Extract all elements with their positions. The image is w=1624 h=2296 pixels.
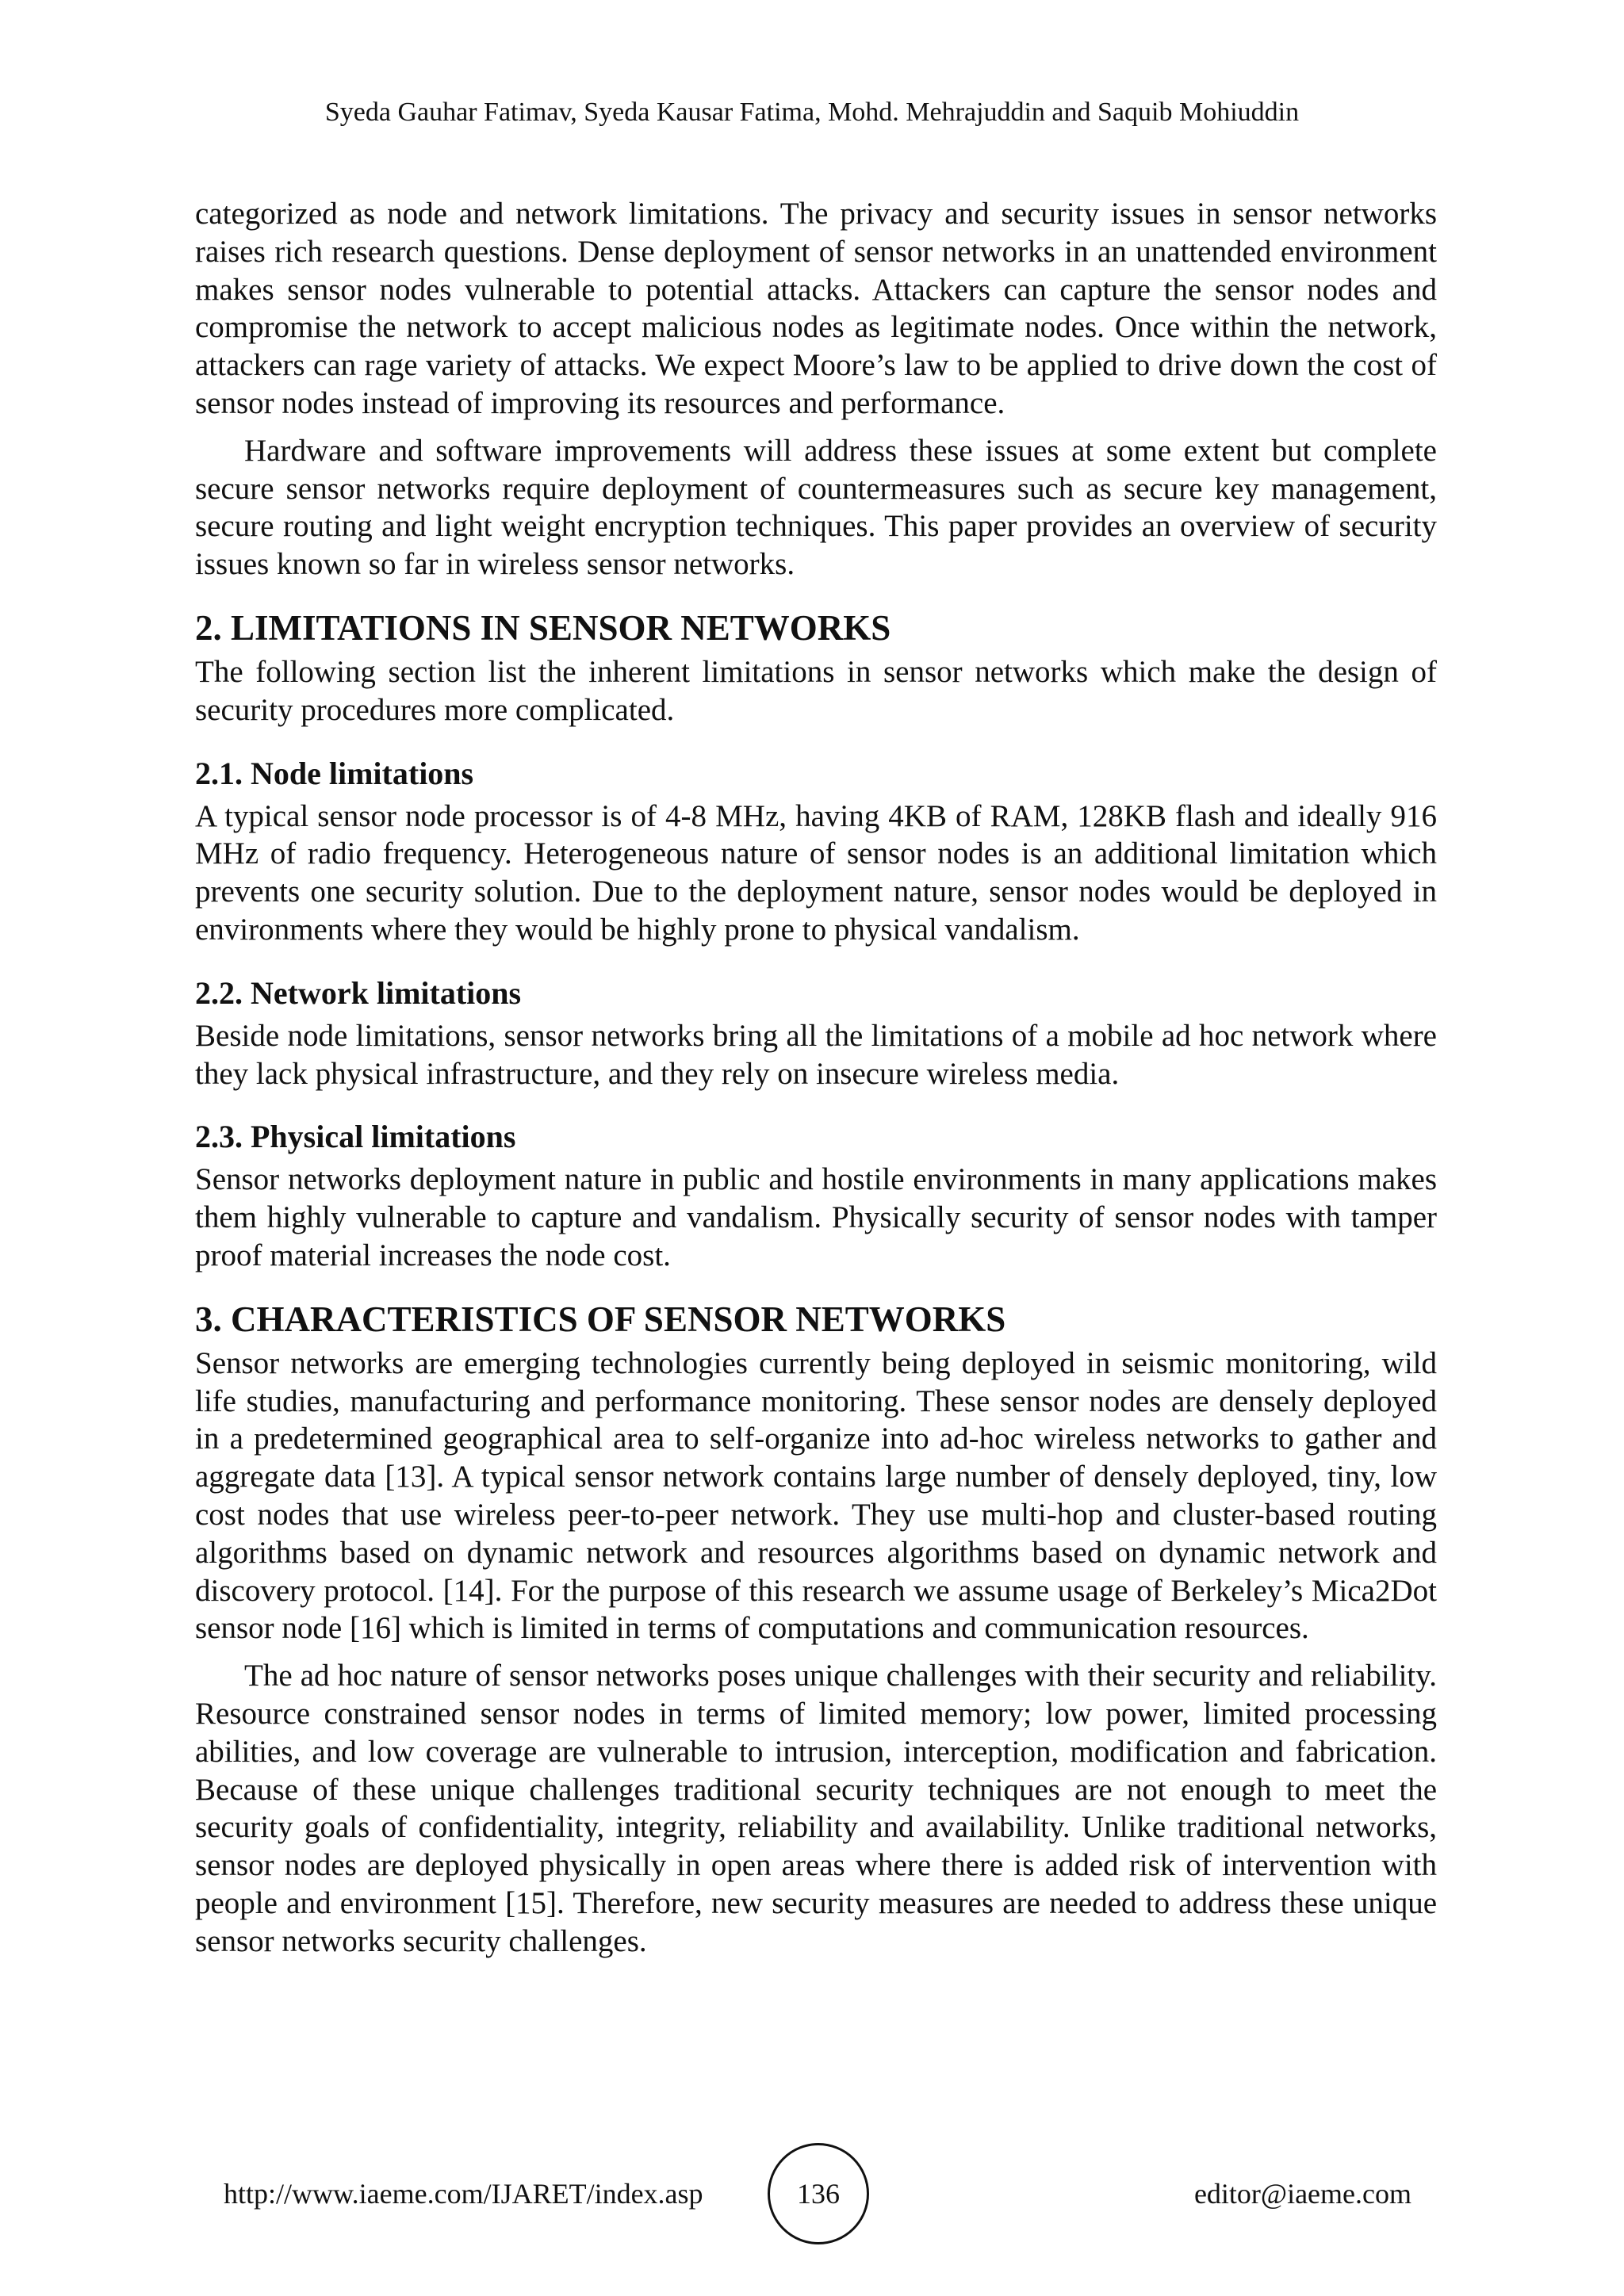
- footer-email-link[interactable]: editor@iaeme.com: [1193, 2178, 1411, 2210]
- subsection-2-3-heading: 2.3. Physical limitations: [195, 1119, 516, 1155]
- section-2-intro: The following section list the inherent limitations in sensor networks which make the design of security procedures more complicated.: [195, 654, 1437, 727]
- section-3-heading: 3. CHARACTERISTICS OF SENSOR NETWORKS: [195, 1299, 1006, 1339]
- subsection-2-3-text: Sensor networks deployment nature in public and hostile environments in many applications makes them highly vulnerable to capture and vandalism. Physically security of sensor nodes with tamper proof material increases the node cost.: [195, 1162, 1437, 1272]
- page-number-badge: [768, 2143, 869, 2244]
- subsection-2-1-heading: 2.1. Node limitations: [195, 755, 474, 791]
- intro-paragraph-1: categorized as node and network limitations. The privacy and security issues in sensor networks raises rich research questions. Dense deployment of sensor networks in an unattended environment makes sensor nodes vulnerable to potential attacks. Attackers can capture the sensor nodes and compromise the network to accept malicious nodes as legitimate nodes. Once within the network, attackers can rage variety of attacks. We expect Moore’s law to be applied to drive down the cost of sensor nodes instead of improving its resources and performance.: [195, 197, 1437, 420]
- footer-url-link[interactable]: http://www.iaeme.com/IJARET/index.asp: [224, 2178, 703, 2210]
- page-number: 136: [797, 2178, 840, 2210]
- section-3-paragraph-1: Sensor networks are emerging technologies currently being deployed in seismic monitoring, wild life studies, manufacturing and performance monitoring. These sensor nodes are densely deployed in a predetermined geographical area to self-organize into ad-hoc wireless networks to gather and aggregate data [13]. A typical sensor network contains large number of densely deployed, tiny, low cost nodes that use wireless peer-to-peer network. They use multi-hop and cluster-based routing algorithms based on dynamic network and resources algorithms based on dynamic network and discovery protocol. [14]. For the purpose of this research we assume usage of Berkeley’s Mica2Dot sensor node [16] which is limited in terms of computations and communication resources.: [195, 1345, 1437, 1646]
- section-2-heading: 2. LIMITATIONS IN SENSOR NETWORKS: [195, 607, 891, 648]
- subsection-2-2-text: Beside node limitations, sensor networks bring all the limitations of a mobile ad hoc network where they lack physical infrastructure, and they rely on insecure wireless media.: [195, 1018, 1437, 1091]
- subsection-2-2-heading: 2.2. Network limitations: [195, 974, 522, 1011]
- subsection-2-1-text: A typical sensor node processor is of 4-8 MHz, having 4KB of RAM, 128KB flash and ideally 916 MHz of radio frequency. Heterogeneous nature of sensor nodes is an additional limitation which prevents one security solution. Due to the deployment nature, sensor nodes would be deployed in environments where they would be highly prone to physical vandalism.: [195, 798, 1437, 947]
- intro-paragraph-2: Hardware and software improvements will address these issues at some extent but complete secure sensor networks require deployment of countermeasures such as secure key management, secure routing and light weight encryption techniques. This paper provides an overview of security issues known so far in wireless sensor networks.: [195, 433, 1437, 582]
- page-body: [195, 195, 1437, 1960]
- running-header: Syeda Gauhar Fatimav, Syeda Kausar Fatima, Mohd. Mehrajuddin and Saquib Mohiuddin: [324, 98, 1300, 127]
- section-3-paragraph-2: The ad hoc nature of sensor networks poses unique challenges with their security and reliability. Resource constrained sensor nodes in terms of limited memory; low power, limited processing abilities, and low coverage are vulnerable to intrusion, interception, modification and fabrication. Because of these unique challenges traditional security techniques are not enough to meet the security goals of confidentiality, integrity, reliability and availability. Unlike traditional networks, sensor nodes are deployed physically in open areas where there is added risk of intervention with people and environment [15]. Therefore, new security measures are needed to address these unique sensor networks security challenges.: [195, 1659, 1437, 1958]
